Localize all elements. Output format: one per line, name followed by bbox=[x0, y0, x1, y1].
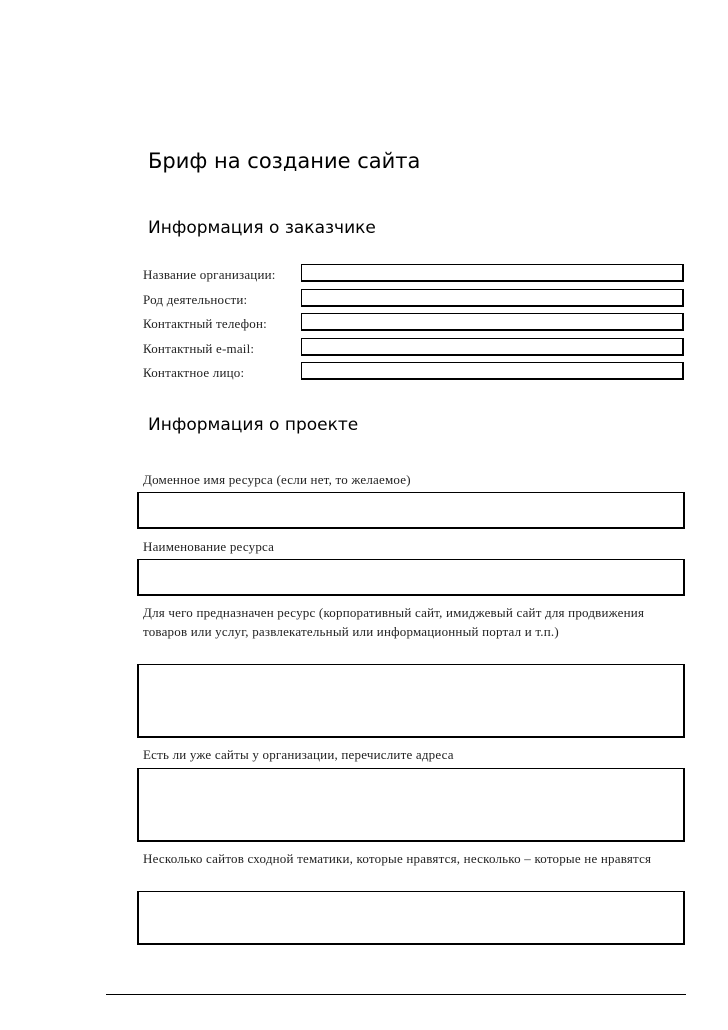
business-type-input[interactable] bbox=[301, 289, 684, 307]
domain-name-label: Доменное имя ресурса (если нет, то желаемое) bbox=[143, 472, 411, 487]
client-info-heading: Информация о заказчике bbox=[148, 218, 376, 238]
existing-sites-input[interactable] bbox=[137, 768, 685, 842]
organization-name-row bbox=[143, 264, 686, 286]
organization-name-input[interactable] bbox=[301, 264, 684, 282]
contact-phone-input[interactable] bbox=[301, 313, 684, 331]
footer-divider bbox=[106, 994, 686, 995]
reference-sites-label: Несколько сайтов сходной тематики, которые нравятся, несколько – которые не нравятся bbox=[143, 851, 652, 866]
resource-name-label: Наименование ресурса bbox=[143, 539, 275, 554]
resource-name-input[interactable] bbox=[137, 559, 685, 596]
existing-sites-label: Есть ли уже сайты у организации, перечислите адреса bbox=[143, 747, 454, 762]
contact-phone-row bbox=[143, 313, 686, 335]
business-type-label: Род деятельности: bbox=[143, 292, 248, 307]
contact-email-input[interactable] bbox=[301, 338, 684, 356]
resource-purpose-input[interactable] bbox=[137, 664, 685, 738]
contact-person-input[interactable] bbox=[301, 362, 684, 380]
reference-sites-input[interactable] bbox=[137, 891, 685, 945]
contact-email-row bbox=[143, 338, 686, 360]
contact-email-label: Контактный e-mail: bbox=[143, 341, 255, 356]
organization-name-label: Название организации: bbox=[143, 267, 276, 282]
contact-person-row bbox=[143, 362, 686, 384]
resource-purpose-label: Для чего предназначен ресурс (корпоративный сайт, имиджевый сайт для продвижения товаров или услуг, развлекательный или информационный портал и т.п.) bbox=[143, 605, 645, 639]
business-type-row bbox=[143, 289, 686, 311]
contact-person-label: Контактное лицо: bbox=[143, 365, 245, 380]
project-info-heading: Информация о проекте bbox=[148, 415, 359, 435]
contact-phone-label: Контактный телефон: bbox=[143, 316, 267, 331]
page-title: Бриф на создание сайта bbox=[148, 149, 421, 173]
domain-name-input[interactable] bbox=[137, 492, 685, 529]
